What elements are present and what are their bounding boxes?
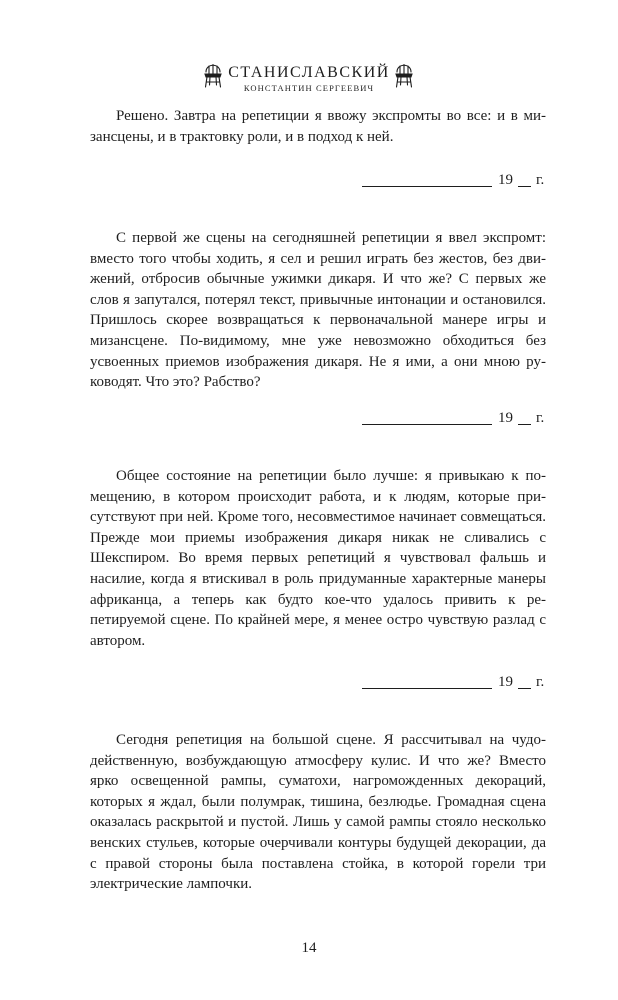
paragraph: Решено. Завтра на репетиции я ввожу экспромты во все: и в мизансцены, и в трактовку роли, и в подход к ней. <box>90 108 546 145</box>
date-year: 19 <box>498 172 513 188</box>
date-line <box>362 170 552 190</box>
paragraph: Общее состояние на репетиции было лучше: я привыкаю к помещению, в котором происходит работа, и к людям, которые присутствуют при ней. Кроме того, несовместимое начинает совмещаться. Прежде мои приемы изображения дикаря никак не сливались с Шекспиром. Во время первых репетиций я чувствовал фальшь и насилие, когда я втискивал в роль придуманные характерные манеры африканца, а теперь как будто кое-что удалось привить к репетируемой сцене. По крайней мере, я менее остро чувствую разлад с автором. <box>90 468 546 649</box>
chair-icon <box>394 60 414 88</box>
date-blank-line <box>362 424 492 425</box>
date-line <box>362 408 552 428</box>
date-suffix: г. <box>536 674 545 690</box>
page-number: 14 <box>301 940 317 956</box>
paragraph: С первой же сцены на сегодняшней репетиции я ввел экспромт: вместо того чтобы ходить, я сел и решил играть без жестов, без движений, отбросив обычные ужимки дикаря. И что же? С первых же слов я запутался, потерял текст, привычные интонации и остановился. Пришлось скорее возвращаться к первоначальной манере игры и мизансцене. По-видимому, мне уже невозможно обходиться без усвоенных приемов изображения дикаря. Не я ими, а они мною руководят. Что это? Рабство? <box>90 230 546 391</box>
date-year: 19 <box>498 410 513 426</box>
date-year: 19 <box>498 674 513 690</box>
date-blank-line <box>362 186 492 187</box>
year-blank-line <box>518 186 531 187</box>
year-blank-line <box>518 424 531 425</box>
author-surname: СТАНИСЛАВСКИЙ <box>228 64 390 81</box>
author-name: КОНСТАНТИН СЕРГЕЕВИЧ <box>243 83 375 93</box>
date-blank-line <box>362 688 492 689</box>
year-blank-line <box>518 688 531 689</box>
date-suffix: г. <box>536 172 545 188</box>
date-line <box>362 672 552 692</box>
running-header <box>0 56 618 100</box>
paragraph: Сегодня репетиция на большой сцене. Я рассчитывал на чудодейственную, возбуждающую атмосферу кулис. И что же? Вместо ярко освещенной рампы, суматохи, нагроможденных декораций, которых я ждал, были полумрак, тишина, безлюдье. Громадная сцена оказалась раскрытой и пустой. Лишь у самой рампы стояло несколько венских стульев, которые очерчивали контуры будущей декорации, да с правой стороны была поставлена стойка, в которой горели три электрические лампочки. <box>90 732 546 893</box>
date-suffix: г. <box>536 410 545 426</box>
